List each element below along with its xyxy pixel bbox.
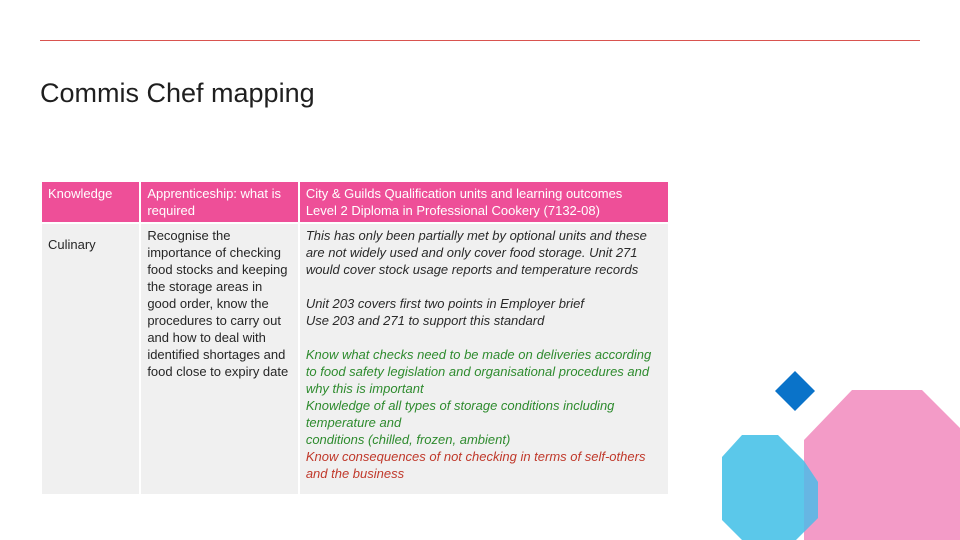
note-spacer [306,329,662,346]
cell-knowledge-culinary: Culinary [42,224,139,494]
table-header-row [42,182,668,222]
header-city-guilds [300,182,668,222]
table-row [42,224,668,494]
mapping-table [40,180,670,496]
slide-title: Commis Chef mapping [40,78,315,108]
outcome-storage-types: conditions (chilled, frozen, ambient) [305,432,511,447]
blue-diamond-shape [775,371,815,411]
cyan-octagon-shape [722,435,818,540]
cell-qualification-notes [300,224,668,494]
note-spacer [306,278,662,295]
header-apprenticeship: Apprenticeship: what is required [141,182,298,222]
decorative-shapes [700,360,960,540]
outcome-delivery-checks: Know what checks need to be made on deliveries according to food safety legislation and organisational procedures and why this is important [305,347,652,396]
outcome-storage-conditions: Knowledge of all types of storage conditions including temperature and [305,398,615,430]
header-city-guilds-line1: City & Guilds Qualification units and learning outcomes [305,186,623,201]
pink-octagon-shape [804,390,960,540]
top-divider-line [40,40,920,41]
header-city-guilds-line2: Level 2 Diploma in Professional Cookery (7132-08) [305,203,600,218]
note-unit-203: Unit 203 covers first two points in Employer brief [305,296,584,311]
note-partially-met: This has only been partially met by optional units and these are not widely used and only cover food storage. Unit 271 would cover stock usage reports and temperature records [305,228,647,277]
header-knowledge: Knowledge [42,182,139,222]
note-use-203-271: Use 203 and 271 to support this standard [305,313,545,328]
outcome-consequences: Know consequences of not checking in terms of self-others and the business [305,449,646,481]
cell-apprenticeship-requirement: Recognise the importance of checking food stocks and keeping the storage areas in good order, know the procedures to carry out and how to deal with identified shortages and food close to expiry date [141,224,298,494]
